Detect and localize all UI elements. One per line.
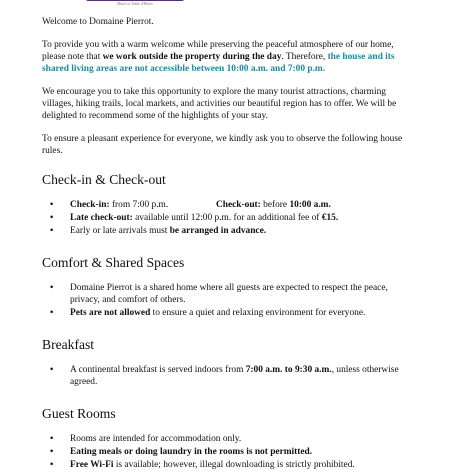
list-item: • A continental breakfast is served indoors from 7:00 a.m. to 9:30 a.m., unless otherwise agreed. — [50, 365, 399, 387]
comfort-list — [42, 282, 412, 319]
bullet-icon: • — [50, 460, 54, 470]
intro-paragraph-3: To ensure a pleasant experience for everyone, we kindly ask you to observe the following house rules. — [42, 134, 403, 156]
breakfast-list — [42, 364, 412, 388]
list-item: • Early or late arrivals must be arranged in advance. — [50, 226, 267, 236]
list-item: • Pets are not allowed to ensure a quiet and relaxing environment for everyone. — [50, 308, 366, 318]
bullet-icon: • — [50, 434, 54, 444]
bullet-icon: • — [50, 447, 54, 457]
list-item: • Eating meals or doing laundry in the rooms is not permitted. — [50, 447, 313, 457]
bullet-icon: • — [50, 226, 54, 236]
heading-breakfast: Breakfast — [42, 337, 95, 352]
list-item: • Domaine Pierrot is a shared home where all guests are expected to respect the peace, privacy, and comfort of others. — [50, 283, 388, 305]
list-item: • Late check-out: available until 12:00 p.m. for an additional fee of €15. — [50, 213, 339, 223]
bullet-icon: • — [50, 200, 54, 210]
document-body — [42, 16, 412, 472]
bullet-icon: • — [50, 213, 54, 223]
heading-comfort: Comfort & Shared Spaces — [42, 255, 185, 270]
heading-guest-rooms: Guest Rooms — [42, 406, 116, 421]
bullet-icon: • — [50, 308, 54, 318]
checkin-list — [42, 199, 412, 237]
intro-paragraph-1: To provide you with a warm welcome while preserving the peaceful atmosphere of our home, please note that we work outside the property during the day. Therefore, the house and its shared living areas are not accessible between 10:00 a.m. and 7:00 p.m. — [42, 40, 395, 74]
list-item: • Free Wi-Fi is available; however, illegal downloading is strictly prohibited. — [50, 460, 355, 470]
bullet-icon: • — [50, 283, 54, 293]
intro-accent: the house and its shared living areas are not accessible between 10:00 a.m. and 7:00 p.m. — [42, 52, 395, 74]
logo — [86, 0, 184, 6]
list-item: • Rooms are intended for accommodation only. — [50, 434, 242, 444]
logo-subtitle: Hôtel et Table d'Hôtes — [117, 1, 153, 6]
heading-checkin: Check-in & Check-out — [42, 172, 166, 187]
bullet-icon: • — [50, 365, 54, 375]
list-item: • Check-in: from 7:00 p.m. Check-out: before 10:00 a.m. — [50, 200, 331, 210]
intro-paragraph-2: We encourage you to take this opportunity to explore the many tourist attractions, charming villages, hiking trails, local markets, and activities our beautiful region has to offer. We will be delighted to recommend some of the highlights of your stay. — [42, 87, 397, 121]
intro-bold: we work outside the property during the day — [102, 52, 282, 62]
welcome-line: Welcome to Domaine Pierrot. — [42, 17, 154, 27]
rooms-list — [42, 433, 412, 471]
